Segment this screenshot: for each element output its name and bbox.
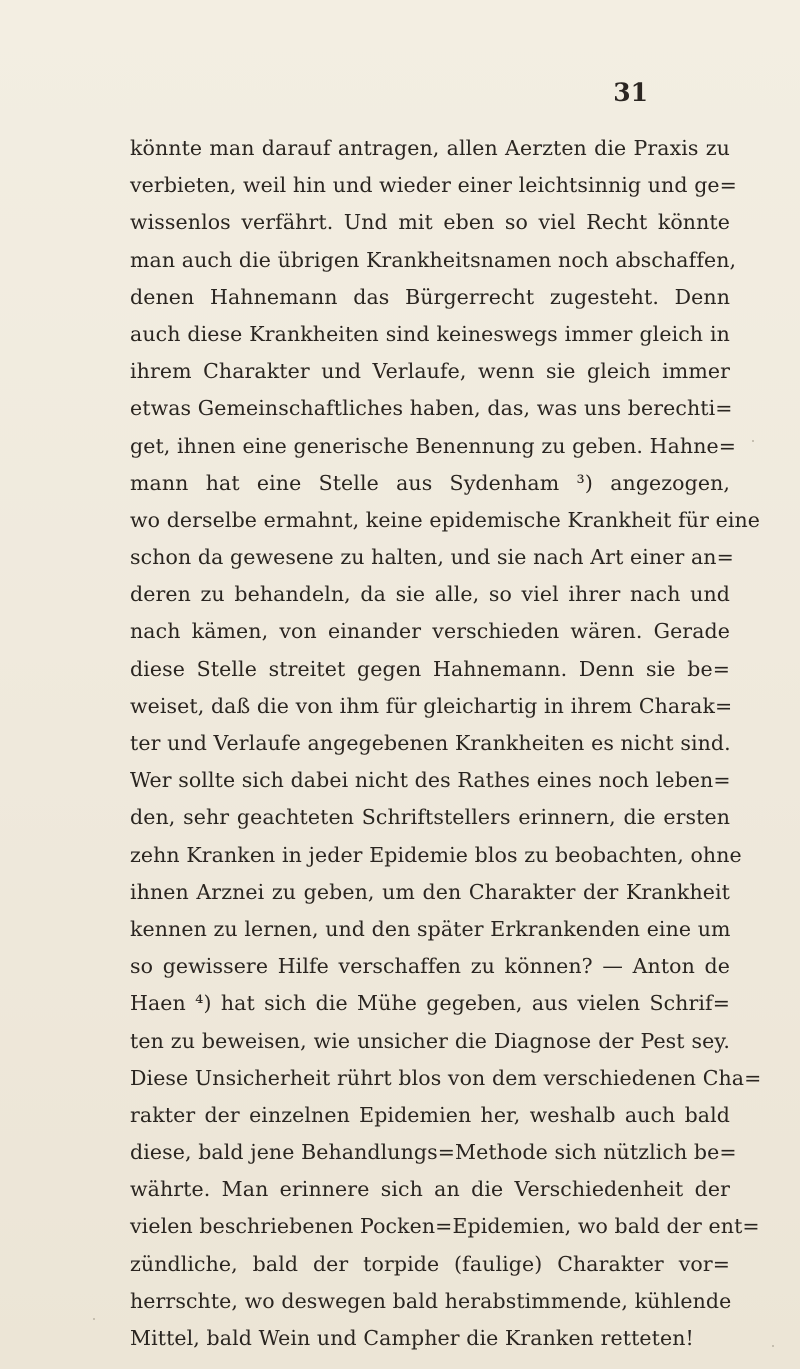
text-line: zehn Kranken in jeder Epidemie blos zu beobachten, ohne <box>130 842 742 867</box>
text-line: Mittel, bald Wein und Campher die Kranken retteten! <box>130 1326 694 1350</box>
page-number: 31 <box>613 78 648 107</box>
text-line: verbieten, weil hin und wieder einer leichtsinnig und ge= <box>130 173 737 198</box>
paper-speck <box>93 1318 95 1320</box>
text-line: mann hat eine Stelle aus Sydenham ³) angezogen, <box>130 470 730 495</box>
text-line: deren zu behandeln, da sie alle, so viel ihrer nach und <box>130 582 730 607</box>
text-line: Haen ⁴) hat sich die Mühe gegeben, aus vielen Schrif= <box>130 991 730 1016</box>
text-line: Wer sollte sich dabei nicht des Rathes eines noch leben= <box>130 768 731 793</box>
text-line: ihrem Charakter und Verlaufe, wenn sie gleich immer <box>130 359 730 384</box>
text-line: vielen beschriebenen Pocken=Epidemien, wo bald der ent= <box>130 1214 760 1239</box>
text-line: man auch die übrigen Krankheitsnamen noch abschaffen, <box>130 247 737 272</box>
text-line: ten zu beweisen, wie unsicher die Diagnose der Pest sey. <box>130 1028 730 1053</box>
text-line: währte. Man erinnere sich an die Verschiedenheit der <box>130 1177 730 1202</box>
text-line: get, ihnen eine generische Benennung zu geben. Hahne= <box>130 433 737 458</box>
text-line: zündliche, bald der torpide (faulige) Charakter vor= <box>130 1251 730 1276</box>
text-line: denen Hahnemann das Bürgerrecht zugesteht. Denn <box>130 284 730 309</box>
paper-speck <box>752 440 754 442</box>
text-line: ter und Verlaufe angegebenen Krankheiten es nicht sind. <box>130 731 731 755</box>
text-line: wo derselbe ermahnt, keine epidemische Krankheit für eine <box>130 507 761 532</box>
text-line: ihnen Arznei zu geben, um den Charakter der Krankheit <box>130 879 730 904</box>
text-line: auch diese Krankheiten sind keineswegs immer gleich in <box>130 321 730 346</box>
text-line: schon da gewesene zu halten, und sie nach Art einer an= <box>130 545 734 570</box>
text-line: diese, bald jene Behandlungs=Methode sich nützlich be= <box>130 1140 737 1165</box>
text-line: weiset, daß die von ihm für gleichartig in ihrem Charak= <box>130 693 733 718</box>
text-line: den, sehr geachteten Schriftstellers erinnern, die ersten <box>130 805 730 830</box>
text-line: Diese Unsicherheit rührt blos von dem verschiedenen Cha= <box>130 1065 762 1090</box>
text-line: nach kämen, von einander verschieden wären. Gerade <box>130 619 730 644</box>
text-line: diese Stelle streitet gegen Hahnemann. Denn sie be= <box>130 656 730 681</box>
text-line: könnte man darauf antragen, allen Aerzten die Praxis zu <box>130 136 730 160</box>
text-line: kennen zu lernen, und den später Erkrankenden eine um <box>130 916 731 941</box>
text-line: so gewissere Hilfe verschaffen zu können? — Anton de <box>130 954 730 979</box>
text-line: rakter der einzelnen Epidemien her, weshalb auch bald <box>130 1102 730 1127</box>
body-text <box>130 130 762 1357</box>
text-line: wissenlos verfährt. Und mit eben so viel Recht könnte <box>130 210 730 235</box>
text-line: etwas Gemeinschaftliches haben, das, was uns berechti= <box>130 396 733 421</box>
paper-speck <box>772 1345 774 1347</box>
text-line: herrschte, wo deswegen bald herabstimmende, kühlende <box>130 1288 732 1313</box>
